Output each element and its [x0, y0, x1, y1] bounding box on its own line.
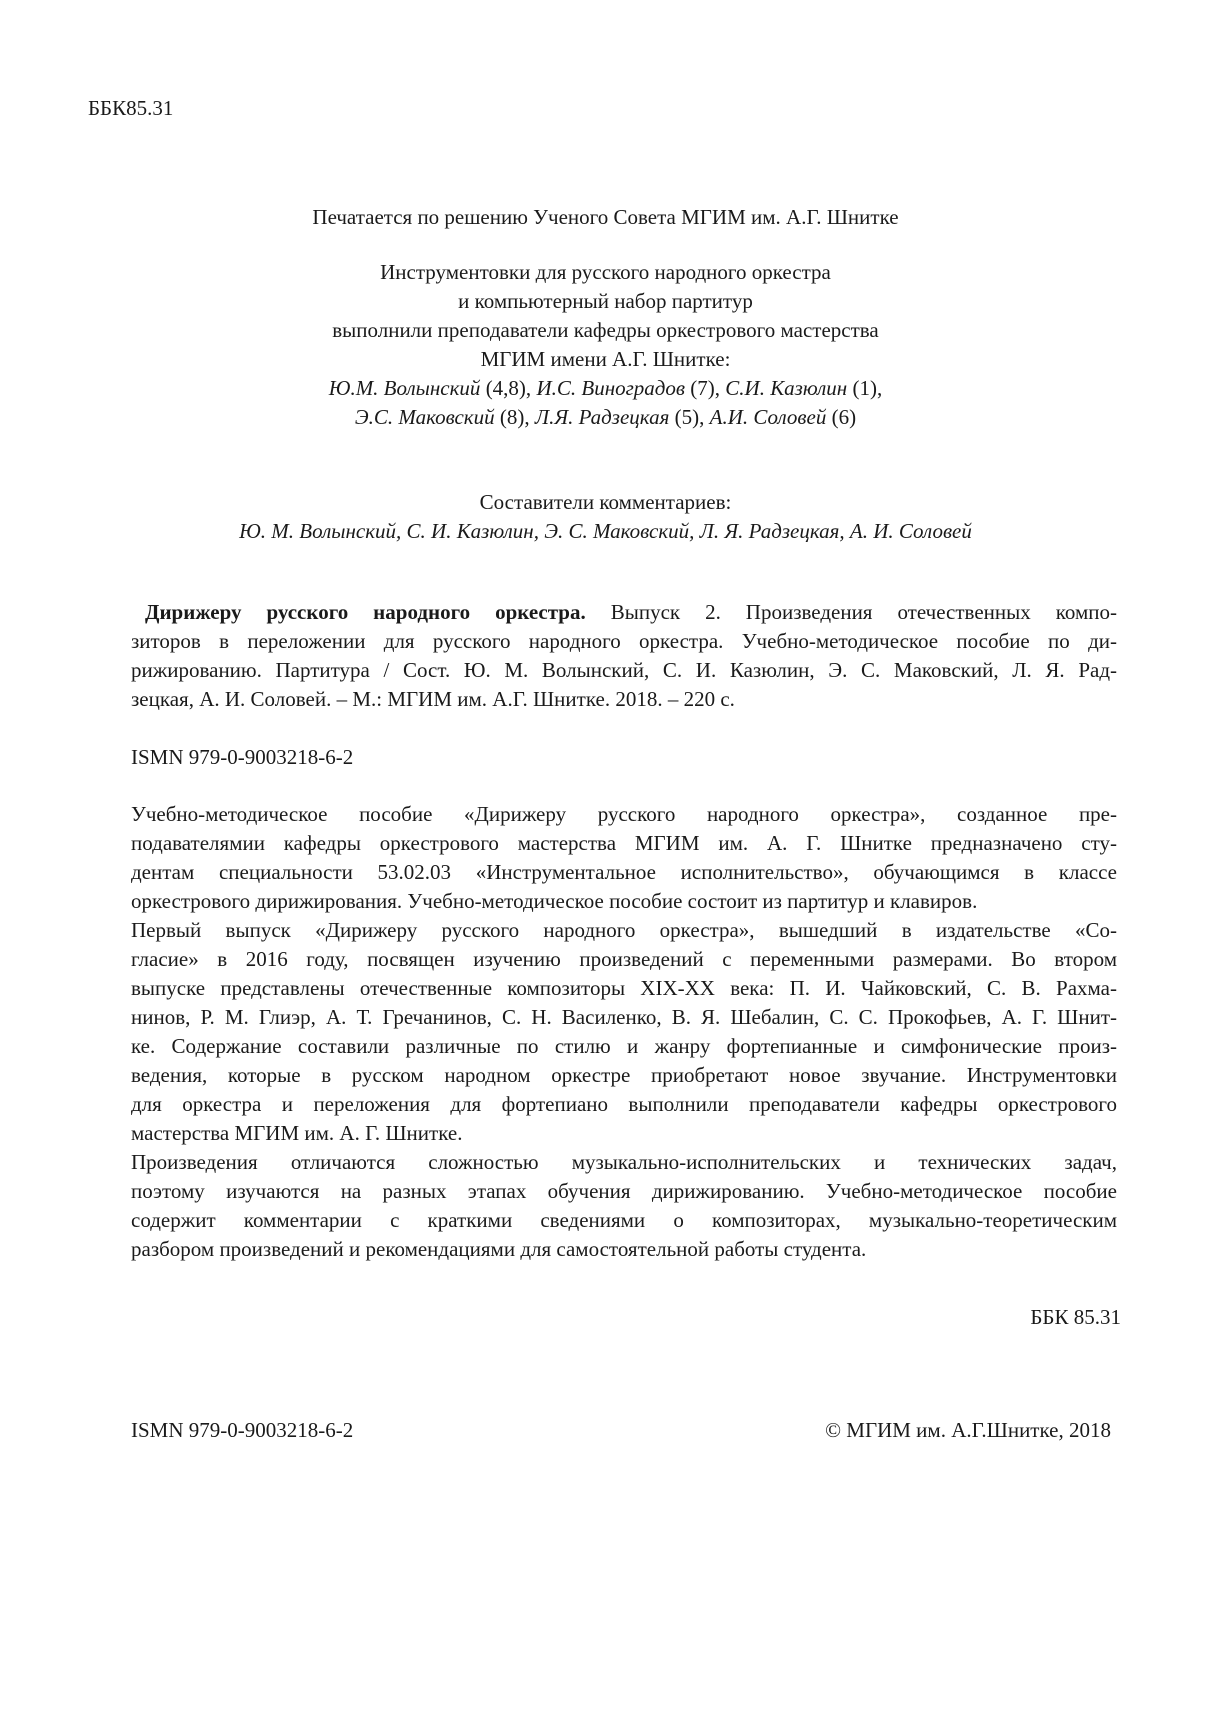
bbk-code-right: ББК 85.31 [1030, 1305, 1121, 1329]
abstract-line: оркестрового дирижирования. Учебно-методическое пособие состоит из партитур и клавиров. [131, 889, 978, 913]
abstract-line: Учебно-методическое пособие «Дирижеру русского народного оркестра», созданное пре- [131, 802, 1117, 826]
abstract-line: содержит комментарии с краткими сведениями о композиторах, музыкально-теоретическим [131, 1208, 1117, 1232]
biblio-line: зиторов в переложении для русского народного оркестра. Учебно-методическое пособие по ди- [131, 629, 1117, 653]
arranger-pieces: (1), [847, 376, 883, 400]
arranger-name: А.И. Соловей [709, 405, 827, 429]
approval-line: Печатается по решению Ученого Совета МГИМ им. А.Г. Шнитке [312, 205, 899, 229]
abstract-line: мастерства МГИМ им. А. Г. Шнитке. [131, 1121, 463, 1145]
arranger-name: Л.Я. Радзецкая [534, 405, 670, 429]
biblio-line: рижированию. Партитура / Сост. Ю. М. Волынский, С. И. Казюлин, Э. С. Маковский, Л. Я. Рад- [131, 658, 1117, 682]
arranger-pieces: (7), [685, 376, 726, 400]
ismn-code: ISMN 979-0-9003218-6-2 [131, 745, 354, 769]
arranger-pieces: (4,8), [480, 376, 537, 400]
footer-copyright: © МГИМ им. А.Г.Шнитке, 2018 [825, 1418, 1111, 1442]
abstract-line: разбором произведений и рекомендациями для самостоятельной работы студента. [131, 1237, 867, 1261]
footer-ismn: ISMN 979-0-9003218-6-2 [131, 1418, 354, 1442]
arranger-name: Ю.М. Волынский [328, 376, 481, 400]
commentators-heading: Составители комментариев: [479, 490, 732, 514]
biblio-line: зецкая, А. И. Соловей. – М.: МГИМ им. А.Г. Шнитке. 2018. – 220 с. [131, 687, 735, 711]
abstract-line: нинов, Р. М. Глиэр, А. Т. Гречанинов, С. Н. Василенко, В. Я. Шебалин, С. С. Прокофьев, А. Г. Шнит- [131, 1005, 1117, 1029]
commentators-names-text: Ю. М. Волынский, С. И. Казюлин, Э. С. Маковский, Л. Я. Радзецкая, А. И. Соловей [239, 519, 972, 543]
abstract-line: Произведения отличаются сложностью музыкально-исполнительских и технических задач, [131, 1150, 1117, 1174]
book-title: Дирижеру русского народного оркестра. [145, 600, 586, 624]
arrangers-line [0, 374, 1211, 403]
bbk-code-top: ББК85.31 [88, 96, 174, 120]
arranger-pieces: (6) [826, 405, 857, 429]
abstract-line: выпуске представлены отечественные композиторы XIX-XX века: П. И. Чайковский, С. В. Рахма- [131, 976, 1117, 1000]
abstract-line: ке. Содержание составили различные по стилю и жанру фортепианные и симфонические произ- [131, 1034, 1117, 1058]
abstract-line: подавателямии кафедры оркестрового мастерства МГИМ им. А. Г. Шнитке предназначено сту- [131, 831, 1117, 855]
arranger-name: Э.С. Маковский [354, 405, 495, 429]
biblio-line [145, 598, 1117, 627]
credits-line: и компьютерный набор партитур [458, 289, 753, 313]
abstract-line: поэтому изучаются на разных этапах обучения дирижированию. Учебно-методическое пособие [131, 1179, 1117, 1203]
arranger-name: С.И. Казюлин [725, 376, 848, 400]
arranger-name: И.С. Виноградов [536, 376, 686, 400]
abstract-line: ведения, которые в русском народном оркестре приобретают новое звучание. Инструментовки [131, 1063, 1117, 1087]
arranger-pieces: (5), [669, 405, 710, 429]
abstract-line: для оркестра и переложения для фортепиано выполнили преподаватели кафедры оркестрового [131, 1092, 1117, 1116]
credits-line: Инструментовки для русского народного оркестра [380, 260, 831, 284]
arrangers-line [0, 403, 1211, 432]
credits-line: выполнили преподаватели кафедры оркестрового мастерства [332, 318, 879, 342]
arranger-pieces: (8), [494, 405, 535, 429]
biblio-text: Выпуск 2. Произведения отечественных компо- [585, 600, 1117, 624]
commentators-names [0, 517, 1211, 546]
abstract-line: гласие» в 2016 году, посвящен изучению произведений с переменными размерами. Во втором [131, 947, 1117, 971]
abstract-line: дентам специальности 53.02.03 «Инструментальное исполнительство», обучающимся в классе [131, 860, 1117, 884]
abstract-line: Первый выпуск «Дирижеру русского народного оркестра», вышедший в издательстве «Со- [131, 918, 1117, 942]
credits-line: МГИМ имени А.Г. Шнитке: [480, 347, 731, 371]
